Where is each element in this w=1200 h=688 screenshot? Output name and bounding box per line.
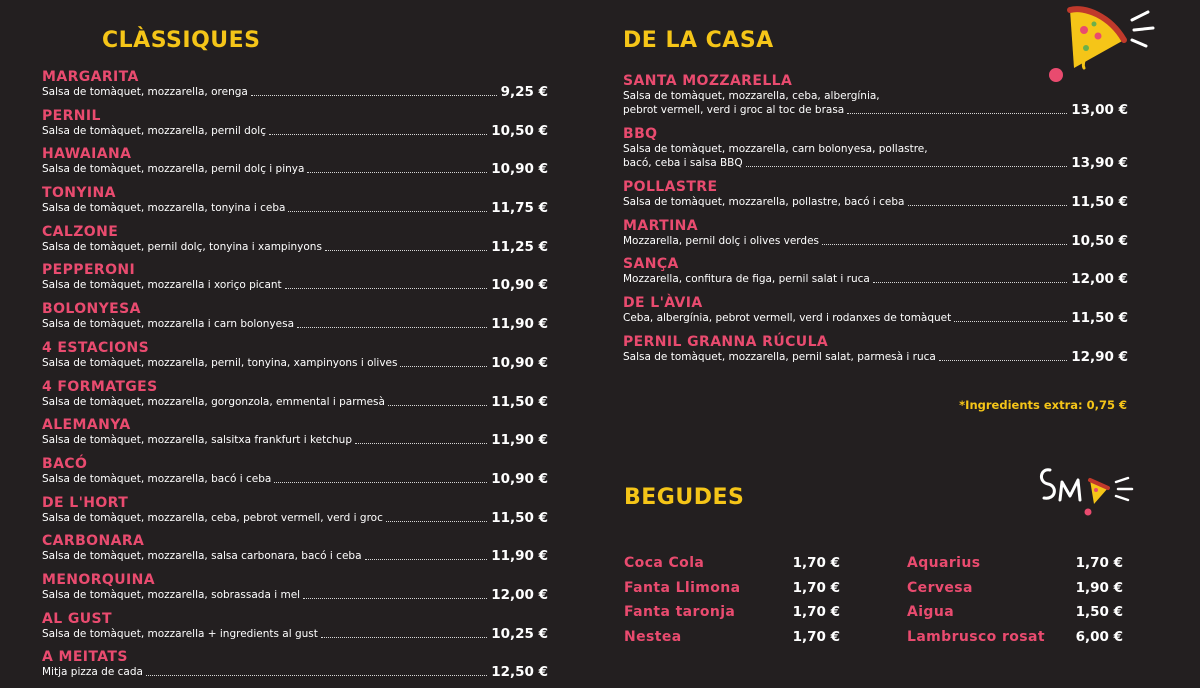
item-line	[623, 156, 1128, 170]
item-name: POLLASTRE	[623, 179, 718, 195]
item-line	[42, 162, 548, 176]
classic-item	[42, 224, 548, 263]
classics-title: CLÀSSIQUES	[102, 28, 261, 53]
leader-dots	[873, 282, 1067, 283]
classic-item	[42, 649, 548, 688]
drink-name: Aigua	[907, 604, 955, 621]
drink-row	[907, 576, 1123, 601]
item-name: HAWAIANA	[42, 146, 132, 163]
leader-dots	[269, 134, 487, 135]
drink-row	[907, 625, 1123, 650]
item-description: Salsa de tomàquet, mozzarella, ceba, pebrot vermell, verd i groc	[42, 511, 383, 524]
drink-row	[624, 576, 840, 601]
item-line	[42, 627, 548, 641]
item-description: Mitja pizza de cada	[42, 666, 143, 679]
item-price: 11,25 €	[491, 238, 548, 255]
leader-dots	[325, 250, 487, 251]
leader-dots	[365, 559, 488, 560]
leader-dots	[251, 95, 497, 96]
item-description: Salsa de tomàquet, mozzarella, pernil dolç	[42, 124, 266, 137]
item-line	[623, 195, 1128, 209]
item-line	[42, 433, 548, 447]
leader-dots	[307, 172, 487, 173]
drink-price: 1,70 €	[1075, 555, 1123, 572]
drinks-list-right	[907, 551, 1123, 649]
item-name: MARTINA	[623, 217, 699, 234]
item-price: 11,90 €	[491, 316, 548, 333]
classic-item	[42, 69, 548, 108]
item-description: Salsa de tomàquet, mozzarella, pollastre, bacó i ceba	[623, 196, 905, 208]
item-description: Salsa de tomàquet, mozzarella i xoriço picant	[42, 279, 282, 292]
casa-item	[623, 218, 1128, 257]
leader-dots	[954, 321, 1067, 322]
item-price: 12,00 €	[1071, 271, 1128, 288]
classic-item	[42, 379, 548, 418]
item-price: 12,90 €	[1071, 348, 1128, 365]
drink-name: Coca Cola	[624, 555, 705, 572]
classic-item	[42, 456, 548, 495]
item-name: CALZONE	[42, 223, 119, 240]
leader-dots	[939, 360, 1067, 361]
casa-item	[623, 334, 1128, 373]
item-name: 4 FORMATGES	[42, 378, 158, 395]
item-description: Salsa de tomàquet, mozzarella, pernil, tonyina, xampinyons i olives	[42, 356, 398, 369]
leader-dots	[355, 443, 487, 444]
classic-item	[42, 301, 548, 340]
item-line	[42, 85, 548, 99]
item-description: Mozzarella, pernil dolç i olives verdes	[623, 234, 820, 247]
item-name: MENORQUINA	[42, 571, 155, 588]
drink-row	[624, 600, 840, 625]
item-description: Salsa de tomàquet, mozzarella, tonyina i ceba	[42, 202, 286, 215]
item-name: BACÓ	[42, 455, 88, 472]
item-price: 10,90 €	[491, 277, 548, 294]
drink-price: 1,90 €	[1075, 579, 1123, 596]
item-description: Salsa de tomàquet, mozzarella, sobrassada i mel	[42, 588, 301, 601]
item-price: 10,50 €	[491, 122, 548, 139]
leader-dots	[822, 244, 1067, 245]
classic-item	[42, 146, 548, 185]
item-line	[42, 356, 548, 370]
drink-row	[907, 551, 1123, 576]
leader-dots	[285, 288, 488, 289]
pizza-slice-icon	[1040, 2, 1160, 84]
item-line	[42, 240, 548, 254]
item-line	[42, 124, 548, 138]
item-price: 10,90 €	[491, 354, 548, 371]
item-description: Salsa de tomàquet, mozzarella, bacó i ceba	[42, 472, 272, 485]
item-line	[42, 665, 548, 679]
casa-item	[623, 126, 1128, 179]
item-line	[42, 588, 548, 602]
classics-list	[42, 69, 548, 688]
item-description: Salsa de tomàquet, mozzarella, salsa carbonara, bacó i ceba	[42, 550, 362, 563]
item-price: 10,25 €	[491, 625, 548, 642]
item-price: 10,50 €	[1071, 232, 1128, 249]
item-description: Mozzarella, confitura de figa, pernil salat i ruca	[623, 273, 870, 286]
drink-name: Fanta taronja	[624, 604, 736, 621]
item-description: bacó, ceba i salsa BBQ	[623, 157, 743, 169]
classic-item	[42, 495, 548, 534]
item-description: pebrot vermell, verd i groc al toc de brasa	[623, 104, 845, 116]
item-price: 12,50 €	[491, 664, 548, 681]
casa-title: DE LA CASA	[623, 28, 774, 53]
item-description: Salsa de tomàquet, mozzarella i carn bolonyesa	[42, 318, 295, 331]
item-line	[623, 234, 1128, 248]
classic-item	[42, 340, 548, 379]
item-name: PERNIL	[42, 107, 101, 124]
item-description: Salsa de tomàquet, mozzarella, pernil dolç i pinya	[42, 163, 305, 176]
classic-item	[42, 533, 548, 572]
item-name: MARGARITA	[42, 69, 139, 85]
item-price: 11,50 €	[491, 393, 548, 410]
item-price: 10,90 €	[491, 470, 548, 487]
leader-dots	[908, 205, 1068, 206]
item-line	[623, 350, 1128, 364]
drink-name: Aquarius	[907, 555, 981, 572]
item-price: 11,50 €	[1071, 194, 1128, 210]
item-line	[42, 549, 548, 563]
item-line	[623, 103, 1128, 117]
item-price: 11,50 €	[1071, 310, 1128, 327]
item-price: 11,90 €	[491, 432, 548, 449]
item-name: DE L'ÀVIA	[623, 295, 703, 312]
leader-dots	[386, 521, 487, 522]
item-description: Salsa de tomàquet, mozzarella, gorgonzola, emmental i parmesà	[42, 395, 385, 408]
item-line	[42, 511, 548, 525]
classic-item	[42, 572, 548, 611]
item-name: BBQ	[623, 126, 658, 142]
drink-row	[624, 625, 840, 650]
drinks-list-left	[624, 551, 840, 649]
classic-item	[42, 611, 548, 650]
casa-list	[623, 73, 1128, 372]
item-line	[623, 272, 1128, 286]
item-name: ALEMANYA	[42, 417, 131, 434]
item-description-line1: Salsa de tomàquet, mozzarella, ceba, albergínia,	[623, 90, 880, 102]
item-description: Salsa de tomàquet, mozzarella, pernil salat, parmesà i ruca	[623, 350, 936, 363]
casa-item	[623, 295, 1128, 334]
drink-name: Cervesa	[907, 579, 973, 596]
item-price: 11,75 €	[491, 200, 548, 217]
classic-item	[42, 262, 548, 301]
casa-item	[623, 179, 1128, 218]
drink-price: 1,50 €	[1075, 604, 1123, 621]
drink-name: Nestea	[624, 628, 682, 645]
item-description: Salsa de tomàquet, pernil dolç, tonyina i xampinyons	[42, 240, 322, 253]
item-description-line1: Salsa de tomàquet, mozzarella, carn bolonyesa, pollastre,	[623, 143, 928, 155]
item-description: Salsa de tomàquet, mozzarella, salsitxa frankfurt i ketchup	[42, 434, 353, 447]
item-price: 10,90 €	[491, 161, 548, 178]
item-line	[42, 395, 548, 409]
item-name: SANÇA	[623, 256, 679, 273]
item-name: TONYINA	[42, 185, 116, 202]
item-name: BOLONYESA	[42, 301, 141, 318]
extra-ingredients-note: *Ingredients extra: 0,75 €	[959, 398, 1127, 412]
drink-price: 6,00 €	[1075, 628, 1123, 645]
drink-name: Lambrusco rosat	[907, 628, 1045, 645]
item-name: AL GUST	[42, 610, 112, 627]
item-name: CARBONARA	[42, 533, 145, 550]
item-price: 13,90 €	[1071, 155, 1128, 171]
drink-price: 1,70 €	[792, 579, 840, 596]
item-price: 13,00 €	[1071, 102, 1128, 118]
item-name: DE L'HORT	[42, 494, 129, 511]
leader-dots	[288, 211, 487, 212]
item-description: Salsa de tomàquet, mozzarella + ingredients al gust	[42, 627, 318, 640]
leader-dots	[303, 598, 487, 599]
leader-dots	[388, 405, 487, 406]
item-name: A MEITATS	[42, 649, 128, 666]
classic-item	[42, 417, 548, 456]
item-price: 11,50 €	[491, 509, 548, 526]
item-description: Salsa de tomàquet, mozzarella, orenga	[42, 86, 248, 98]
item-name: PEPPERONI	[42, 262, 136, 279]
item-name: 4 ESTACIONS	[42, 339, 150, 356]
drink-price: 1,70 €	[792, 604, 840, 621]
item-line	[42, 317, 548, 331]
drink-row	[907, 600, 1123, 625]
leader-dots	[274, 482, 487, 483]
casa-item	[623, 256, 1128, 295]
item-name: SANTA MOZZARELLA	[623, 73, 793, 89]
sma-pizza-logo-icon	[1034, 460, 1138, 518]
leader-dots	[847, 113, 1067, 114]
item-line	[42, 201, 548, 215]
leader-dots	[400, 366, 487, 367]
drink-price: 1,70 €	[792, 555, 840, 572]
item-price: 11,90 €	[491, 548, 548, 565]
item-line	[623, 311, 1128, 325]
classic-item	[42, 185, 548, 224]
item-price: 9,25 €	[500, 84, 548, 100]
drink-row	[624, 551, 840, 576]
item-line	[42, 278, 548, 292]
classic-item	[42, 108, 548, 147]
drink-price: 1,70 €	[792, 628, 840, 645]
drink-name: Fanta Llimona	[624, 579, 741, 596]
leader-dots	[746, 166, 1068, 167]
item-line	[42, 472, 548, 486]
leader-dots	[297, 327, 487, 328]
item-name: PERNIL GRANNA RÚCULA	[623, 333, 829, 350]
leader-dots	[321, 637, 487, 638]
item-price: 12,00 €	[491, 586, 548, 603]
item-description: Ceba, albergínia, pebrot vermell, verd i rodanxes de tomàquet	[623, 312, 952, 325]
drinks-title: BEGUDES	[624, 485, 745, 510]
